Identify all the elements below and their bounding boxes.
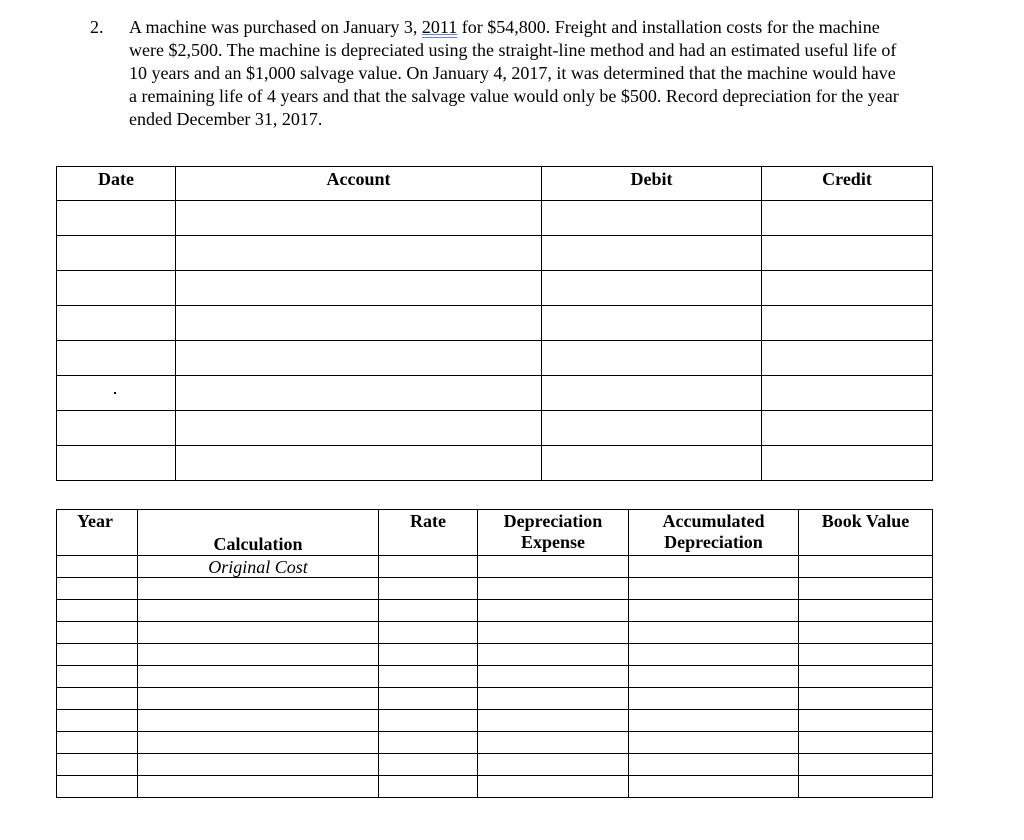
question-line-3: 10 years and an $1,000 salvage value. On January 4, 2017, it was determined that the machine would have (129, 63, 896, 83)
schedule-cell[interactable] (478, 622, 629, 644)
journal-cell[interactable] (176, 271, 542, 306)
schedule-header-rate: Rate (379, 510, 478, 556)
journal-cell[interactable] (542, 271, 762, 306)
schedule-row (57, 688, 933, 710)
journal-cell[interactable] (762, 271, 933, 306)
schedule-cell[interactable] (799, 776, 933, 798)
schedule-cell[interactable] (478, 600, 629, 622)
schedule-cell[interactable] (629, 710, 799, 732)
journal-cell[interactable] (542, 201, 762, 236)
question-line-1-start: A machine was purchased on January 3, (129, 17, 422, 37)
journal-cell[interactable] (542, 341, 762, 376)
schedule-cell[interactable] (478, 556, 629, 578)
journal-row (57, 446, 933, 481)
schedule-cell[interactable] (629, 754, 799, 776)
journal-cell[interactable] (762, 306, 933, 341)
schedule-row (57, 622, 933, 644)
journal-header-date: Date (57, 167, 176, 201)
journal-header-debit: Debit (542, 167, 762, 201)
schedule-cell[interactable] (379, 578, 478, 600)
schedule-cell[interactable] (799, 732, 933, 754)
schedule-cell[interactable] (138, 776, 379, 798)
schedule-cell[interactable] (799, 666, 933, 688)
journal-cell[interactable] (542, 236, 762, 271)
schedule-header-row (57, 510, 933, 556)
schedule-cell[interactable] (138, 666, 379, 688)
schedule-cell[interactable] (57, 556, 138, 578)
schedule-cell[interactable] (799, 578, 933, 600)
schedule-cell[interactable] (379, 556, 478, 578)
schedule-row (57, 754, 933, 776)
schedule-cell[interactable] (379, 622, 478, 644)
question-line-4: a remaining life of 4 years and that the salvage value would only be $500. Record depreciation for the year (129, 86, 899, 106)
journal-cell[interactable] (57, 201, 176, 236)
schedule-cell[interactable] (478, 688, 629, 710)
original-cost-label: Original Cost (138, 556, 379, 578)
schedule-header-year: Year (57, 510, 138, 556)
journal-cell[interactable] (176, 236, 542, 271)
schedule-cell[interactable] (138, 600, 379, 622)
schedule-cell[interactable] (629, 776, 799, 798)
stray-mark (114, 392, 116, 394)
journal-cell[interactable] (176, 201, 542, 236)
schedule-cell[interactable] (57, 666, 138, 688)
journal-cell[interactable] (57, 446, 176, 481)
schedule-cell[interactable] (138, 578, 379, 600)
underlined-year: 2011 (421, 17, 458, 37)
journal-cell[interactable] (176, 411, 542, 446)
schedule-cell[interactable] (629, 688, 799, 710)
journal-cell[interactable] (762, 376, 933, 411)
schedule-cell[interactable] (478, 578, 629, 600)
journal-cell[interactable] (176, 306, 542, 341)
journal-row (57, 201, 933, 236)
journal-header-account: Account (176, 167, 542, 201)
schedule-row (57, 710, 933, 732)
question-line-1-tail: for $54,800. Freight and installation costs for the machine (457, 17, 880, 37)
calculation-label: Calculation (213, 534, 303, 554)
schedule-cell[interactable] (799, 644, 933, 666)
journal-cell[interactable] (176, 446, 542, 481)
depreciation-schedule-table (56, 509, 933, 798)
schedule-row (57, 776, 933, 798)
question-number: 2. (90, 17, 104, 37)
journal-cell[interactable] (176, 341, 542, 376)
schedule-row (57, 644, 933, 666)
schedule-cell[interactable] (799, 622, 933, 644)
schedule-row (57, 666, 933, 688)
schedule-cell[interactable] (57, 710, 138, 732)
journal-row (57, 306, 933, 341)
schedule-cell[interactable] (629, 556, 799, 578)
schedule-cell[interactable] (379, 732, 478, 754)
schedule-cell[interactable] (379, 776, 478, 798)
journal-header-row (57, 167, 933, 201)
schedule-cell[interactable] (478, 666, 629, 688)
schedule-header-book-value: Book Value (799, 510, 933, 556)
schedule-cell[interactable] (138, 622, 379, 644)
journal-cell[interactable] (542, 411, 762, 446)
schedule-cell[interactable] (138, 688, 379, 710)
schedule-header-depreciation-expense: Depreciation Expense (478, 510, 629, 556)
schedule-cell[interactable] (799, 710, 933, 732)
schedule-cell[interactable] (57, 732, 138, 754)
schedule-cell[interactable] (799, 754, 933, 776)
schedule-cell[interactable] (799, 688, 933, 710)
question-line-5: ended December 31, 2017. (129, 109, 323, 129)
schedule-cell[interactable] (629, 578, 799, 600)
schedule-cell[interactable] (138, 754, 379, 776)
journal-cell[interactable] (762, 411, 933, 446)
schedule-header-accumulated-depreciation: Accumulated Depreciation (629, 510, 799, 556)
schedule-cell[interactable] (629, 600, 799, 622)
journal-row (57, 271, 933, 306)
journal-row (57, 411, 933, 446)
journal-cell[interactable] (542, 376, 762, 411)
schedule-cell[interactable] (57, 600, 138, 622)
schedule-cell[interactable] (629, 622, 799, 644)
journal-cell[interactable] (542, 446, 762, 481)
schedule-cell[interactable] (478, 644, 629, 666)
schedule-cell[interactable] (57, 644, 138, 666)
schedule-cell[interactable] (138, 644, 379, 666)
question-line-2: were $2,500. The machine is depreciated using the straight-line method and had an estimated useful life of (129, 40, 897, 60)
journal-cell[interactable] (57, 341, 176, 376)
schedule-row (57, 732, 933, 754)
journal-row (57, 236, 933, 271)
schedule-cell[interactable] (57, 622, 138, 644)
schedule-cell[interactable] (799, 556, 933, 578)
schedule-cell[interactable] (57, 754, 138, 776)
schedule-cell[interactable] (478, 776, 629, 798)
journal-cell[interactable] (57, 236, 176, 271)
schedule-cell[interactable] (629, 732, 799, 754)
journal-cell[interactable] (57, 271, 176, 306)
schedule-cell[interactable] (379, 644, 478, 666)
schedule-cell[interactable] (57, 776, 138, 798)
schedule-row-original-cost (57, 556, 933, 578)
schedule-cell[interactable] (138, 732, 379, 754)
journal-cell[interactable] (57, 306, 176, 341)
schedule-cell[interactable] (379, 688, 478, 710)
journal-cell[interactable] (762, 341, 933, 376)
question-text (129, 16, 989, 131)
journal-cell[interactable] (762, 236, 933, 271)
schedule-cell[interactable] (57, 688, 138, 710)
question-line-1 (129, 16, 989, 39)
schedule-cell[interactable] (379, 710, 478, 732)
schedule-cell[interactable] (57, 578, 138, 600)
journal-cell[interactable] (176, 376, 542, 411)
journal-cell[interactable] (762, 446, 933, 481)
schedule-cell[interactable] (379, 666, 478, 688)
schedule-cell[interactable] (629, 644, 799, 666)
journal-cell[interactable] (762, 201, 933, 236)
schedule-header-calculation (138, 510, 379, 556)
journal-cell[interactable] (542, 306, 762, 341)
journal-row (57, 341, 933, 376)
schedule-row (57, 600, 933, 622)
journal-header-credit: Credit (762, 167, 933, 201)
schedule-cell[interactable] (799, 600, 933, 622)
journal-row (57, 376, 933, 411)
schedule-cell[interactable] (478, 710, 629, 732)
schedule-cell[interactable] (138, 710, 379, 732)
journal-cell[interactable] (57, 376, 176, 411)
schedule-cell[interactable] (478, 732, 629, 754)
journal-entry-table (56, 166, 933, 481)
schedule-row (57, 578, 933, 600)
schedule-cell[interactable] (379, 600, 478, 622)
schedule-cell[interactable] (478, 754, 629, 776)
schedule-cell[interactable] (629, 666, 799, 688)
schedule-cell[interactable] (379, 754, 478, 776)
journal-cell[interactable] (57, 411, 176, 446)
